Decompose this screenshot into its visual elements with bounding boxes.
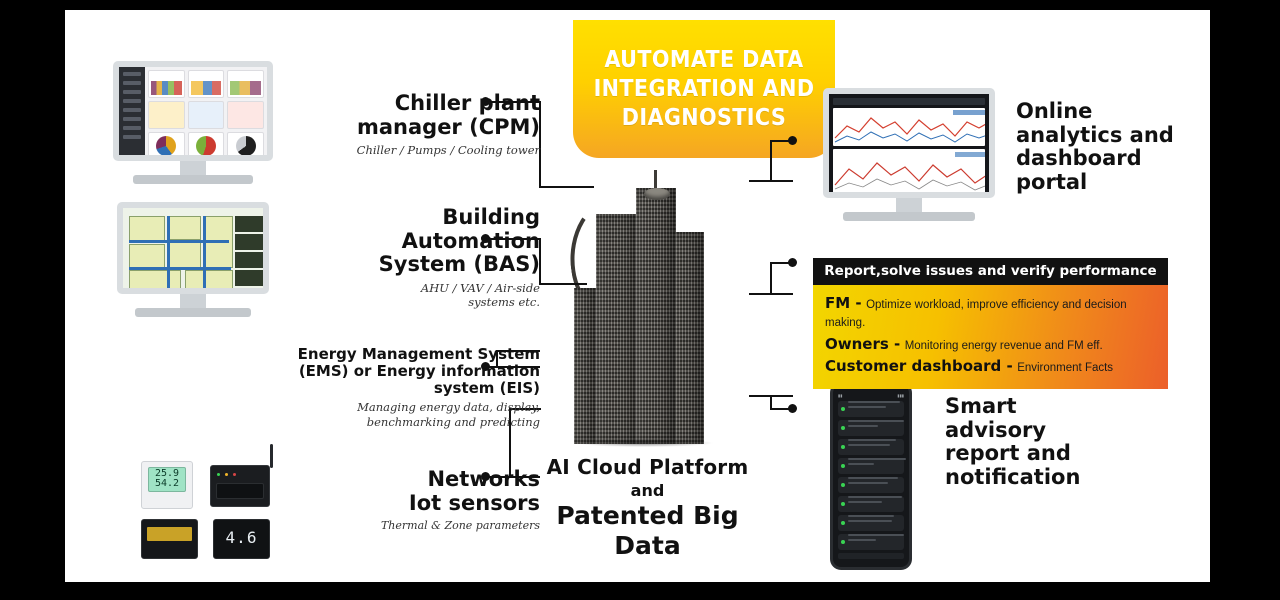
tower-block (596, 214, 640, 444)
label-title-line-1: Building (442, 205, 540, 229)
analytics-dashboard-mock (829, 94, 989, 192)
bas-duct (129, 240, 229, 243)
label-networks-iot-sensors (295, 468, 540, 533)
center-caption-line-4: Data (614, 530, 681, 560)
bas-status-tag (235, 252, 265, 268)
smartphone-notification-mock (830, 382, 912, 570)
label-title-line-2: (EMS) or Energy information (298, 361, 540, 380)
controller-faceplate (147, 527, 192, 541)
cpm-kpi-card (148, 101, 185, 129)
report-panel-header: Report,solve issues and verify performance (813, 258, 1168, 285)
center-caption-line-2: and (630, 481, 665, 500)
label-title-line-4: portal (1016, 169, 1088, 194)
report-row-value: Monitoring energy revenue and FM eff. (904, 339, 1103, 352)
phone-notification-item[interactable] (838, 515, 904, 531)
center-caption-line-1: AI Cloud Platform (546, 455, 749, 479)
analytics-area-chart (833, 149, 985, 193)
bas-zone (129, 216, 165, 242)
label-title (295, 92, 540, 139)
label-subtitle-line-1: Managing energy data, display, (357, 400, 540, 415)
status-dot-icon (841, 445, 845, 449)
cpm-sidebar (119, 67, 145, 155)
label-building-automation-system (295, 206, 540, 309)
cpm-pie-card (188, 132, 225, 161)
label-title (945, 395, 1175, 489)
label-online-analytics-portal (1016, 100, 1236, 194)
device-edge-controller (141, 519, 198, 559)
bas-status-tag (235, 270, 265, 286)
ai-cloud-platform-tower-illustration (560, 170, 735, 445)
banner-line-2: INTEGRATION AND (593, 75, 815, 102)
connector-smart-advisory (770, 395, 772, 409)
gateway-panel (216, 483, 264, 499)
status-dot-icon (841, 407, 845, 411)
phone-status-right: ▮▮▮ (897, 393, 904, 398)
monitor-building-automation-system (117, 202, 269, 317)
phone-notification-item[interactable] (838, 458, 904, 474)
connector-bas (539, 283, 587, 285)
banner-line-3: DIAGNOSTICS (621, 104, 787, 131)
label-title-line-2: analytics and (1016, 122, 1174, 147)
cpm-pie-chart (196, 136, 216, 156)
report-row-key: FM - (825, 294, 862, 312)
cpm-dashboard-mock (119, 67, 267, 155)
connector-dot-online-analytics (788, 136, 797, 145)
cpm-kpi-card (227, 101, 264, 129)
label-subtitle: Thermal & Zone parameters (380, 519, 540, 533)
phone-notification-item[interactable] (838, 401, 904, 417)
label-title-line-3: dashboard (1016, 146, 1142, 171)
cpm-widget-row (148, 101, 264, 129)
connector-online-analytics (770, 140, 772, 182)
cpm-chart-card (227, 70, 264, 98)
phone-status-bar (838, 393, 904, 398)
report-row (825, 295, 1156, 332)
analytics-line-chart (833, 108, 985, 146)
label-title (295, 468, 540, 515)
thermostat-reading-bottom: 54.2 (154, 478, 180, 489)
monitor-neck (180, 161, 206, 175)
monitor-neck (896, 198, 922, 212)
label-title-line-3: report and (945, 441, 1071, 466)
label-chiller-plant-manager (295, 92, 540, 157)
phone-notification-item[interactable] (838, 439, 904, 455)
label-title (295, 206, 540, 277)
monitor-online-analytics-portal (823, 88, 995, 221)
bas-status-tag (235, 216, 265, 232)
device-wireless-gateway (210, 465, 270, 507)
cpm-kpi-card (188, 101, 225, 129)
banner-line-1: AUTOMATE DATA (604, 46, 804, 73)
display-reading: 4.6 (225, 528, 258, 547)
status-led (225, 473, 228, 476)
connector-cpm (539, 186, 594, 188)
analytics-screen (823, 88, 995, 198)
label-subtitle-line-1: AHU / VAV / Air-side (420, 280, 540, 295)
report-row (825, 336, 1156, 354)
phone-notification-item[interactable] (838, 477, 904, 493)
bas-duct (167, 216, 170, 288)
status-dot-icon (841, 502, 845, 506)
report-panel-body (813, 285, 1168, 389)
cpm-screen (113, 61, 273, 161)
cpm-widget-row (148, 70, 264, 98)
thermostat-reading-top: 25.9 (154, 468, 180, 479)
label-title-line-1: Online (1016, 99, 1093, 123)
bas-duct (129, 267, 231, 270)
tower-shadow (574, 439, 714, 447)
connector-dot-smart-advisory (788, 404, 797, 413)
status-led (233, 473, 236, 476)
label-title-line-2: Iot sensors (408, 490, 540, 515)
connector-report (770, 262, 772, 295)
status-dot-icon (841, 464, 845, 468)
analytics-titlebar (833, 98, 985, 105)
phone-notification-item[interactable] (838, 496, 904, 512)
tower-block (636, 188, 676, 444)
report-row-value: Optimize workload, improve efficiency and decision making. (825, 299, 1127, 330)
report-panel (813, 258, 1168, 389)
center-caption-line-3: Patented Big (556, 501, 739, 530)
cpm-chart-card (188, 70, 225, 98)
label-title-line-2: advisory (945, 417, 1047, 442)
report-row-value: Environment Facts (1017, 362, 1114, 375)
label-title-line-1: Networks (427, 467, 540, 491)
report-row-key: Owners - (825, 334, 901, 353)
label-subtitle: Chiller / Pumps / Cooling tower (356, 143, 540, 158)
label-title-line-4: notification (945, 464, 1081, 489)
label-title (1016, 100, 1236, 194)
antenna-icon (270, 444, 273, 468)
center-caption (535, 455, 760, 559)
label-title-line-1: Chiller plant (394, 91, 540, 115)
label-title-line-3: System (BAS) (378, 252, 540, 277)
monitor-base (843, 212, 975, 221)
device-thermostat-sensor (141, 461, 193, 509)
phone-notification-item[interactable] (838, 534, 904, 550)
report-row (825, 358, 1156, 376)
label-subtitle-line-2: benchmarking and predicting (366, 414, 540, 429)
thermostat-lcd (148, 467, 186, 492)
phone-status-left: ▮▮ (838, 393, 843, 398)
cpm-widget-row (148, 132, 264, 161)
status-dot-icon (841, 483, 845, 487)
monitor-base (135, 308, 251, 317)
cpm-pie-chart (236, 136, 256, 156)
label-subtitle (270, 400, 540, 429)
monitor-base (133, 175, 253, 184)
bas-zone (129, 244, 165, 268)
bas-screen (117, 202, 269, 294)
label-title-line-2: Automation (401, 228, 540, 253)
label-title-line-3: system (EIS) (433, 378, 540, 397)
device-digital-display (213, 519, 270, 559)
label-title-line-2: manager (CPM) (356, 114, 540, 139)
bas-zone (185, 270, 233, 290)
monitor-chiller-plant-manager (113, 61, 273, 184)
satellite-dish-icon (644, 188, 670, 200)
phone-notification-item[interactable] (838, 420, 904, 436)
analytics-chart-panel (833, 149, 985, 193)
diagram-canvas (65, 10, 1210, 582)
cpm-chart-card (148, 70, 185, 98)
cpm-pie-chart (156, 136, 176, 156)
report-row-key: Customer dashboard - (825, 357, 1013, 376)
analytics-chart-panel (833, 108, 985, 146)
status-dot-icon (841, 426, 845, 430)
bas-duct (203, 216, 206, 288)
label-energy-management-system (270, 346, 540, 429)
cpm-pie-card (148, 132, 185, 161)
bas-zone (169, 216, 201, 240)
banner-text (584, 46, 825, 133)
status-dot-icon (841, 540, 845, 544)
label-title (270, 346, 540, 396)
label-title-line-1: Smart (945, 394, 1017, 418)
label-subtitle-line-2: systems etc. (468, 294, 540, 309)
cpm-pie-card (227, 132, 264, 161)
bas-status-tag (235, 234, 265, 250)
status-dot-icon (841, 521, 845, 525)
label-title-line-1: Energy Management System (297, 345, 540, 363)
phone-home-bar[interactable] (838, 553, 904, 559)
label-subtitle (295, 281, 540, 310)
label-smart-advisory-report (945, 395, 1175, 489)
bas-zone (169, 242, 201, 268)
connector-dot-report (788, 258, 797, 267)
cpm-main-area (145, 67, 267, 155)
bas-zone (129, 270, 181, 290)
monitor-neck (180, 294, 206, 308)
bas-floorplan-mock (123, 208, 263, 288)
status-led (217, 473, 220, 476)
